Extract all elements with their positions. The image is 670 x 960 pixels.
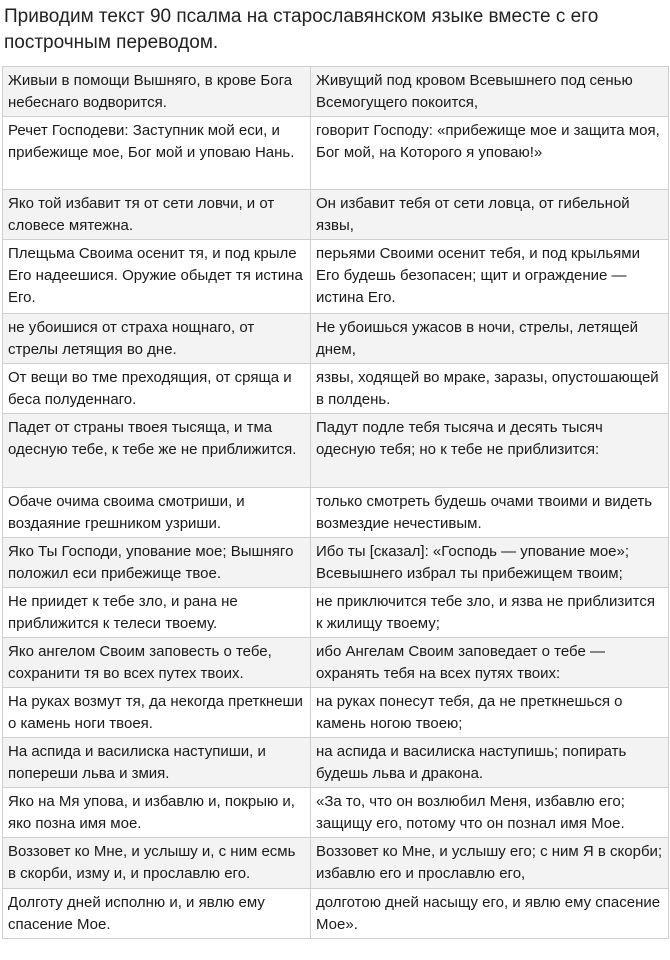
slavonic-cell: На аспида и василиска наступиши, и попереши льва и змия. — [3, 738, 311, 788]
russian-cell: Не убоишься ужасов в ночи, стрелы, летящей днем, — [311, 314, 669, 364]
slavonic-cell: На руках возмут тя, да некогда преткнеши о камень ноги твоея. — [3, 688, 311, 738]
russian-cell: Он избавит тебя от сети ловца, от гибельной язвы, — [311, 190, 669, 240]
russian-cell: только смотреть будешь очами твоими и видеть возмездие нечестивым. — [311, 488, 669, 538]
table-row — [3, 588, 669, 638]
slavonic-cell: Обаче очима своима смотриши, и воздаяние грешником узриши. — [3, 488, 311, 538]
russian-cell: язвы, ходящей во мраке, заразы, опустошающей в полдень. — [311, 364, 669, 414]
slavonic-cell: Плещьма Своима осенит тя, и под крыле Его надеешися. Оружие обыдет тя истина Его. — [3, 240, 311, 314]
slavonic-cell: Яко ангелом Своим заповесть о тебе, сохранити тя во всех путех твоих. — [3, 638, 311, 688]
russian-cell: Ибо ты [сказал]: «Господь — упование мое»; Всевышнего избрал ты прибежищем твоим; — [311, 538, 669, 588]
table-row — [3, 314, 669, 364]
table-body — [3, 67, 669, 939]
russian-cell: ибо Ангелам Своим заповедает о тебе — охранять тебя на всех путях твоих: — [311, 638, 669, 688]
slavonic-cell: Воззовет ко Мне, и услышу и, с ним есмь в скорби, изму и, и прославлю его. — [3, 838, 311, 889]
slavonic-cell: Яко Ты Господи, упование мое; Вышняго положил еси прибежище твое. — [3, 538, 311, 588]
psalm-translation-table — [2, 66, 669, 939]
table-row — [3, 488, 669, 538]
slavonic-cell: От вещи во тме преходящия, от сряща и беса полуденнаго. — [3, 364, 311, 414]
table-row — [3, 414, 669, 488]
russian-cell: на руках понесут тебя, да не преткнешься о камень ногою твоею; — [311, 688, 669, 738]
slavonic-cell: Падет от страны твоея тысяща, и тма одесную тебе, к тебе же не приближится. — [3, 414, 311, 488]
table-row — [3, 889, 669, 939]
russian-cell: Живущий под кровом Всевышнего под сенью Всемогущего покоится, — [311, 67, 669, 117]
table-row — [3, 738, 669, 788]
table-row — [3, 364, 669, 414]
russian-cell: на аспида и василиска наступишь; попирать будешь льва и дракона. — [311, 738, 669, 788]
russian-cell: «За то, что он возлюбил Меня, избавлю его; защищу его, потому что он познал имя Мое. — [311, 788, 669, 838]
russian-cell: не приключится тебе зло, и язва не приблизится к жилищу твоему; — [311, 588, 669, 638]
slavonic-cell: Яко той избавит тя от сети ловчи, и от словесе мятежна. — [3, 190, 311, 240]
table-row — [3, 240, 669, 314]
slavonic-cell: не убоишися от страха нощнаго, от стрелы летящия во дне. — [3, 314, 311, 364]
slavonic-cell: Не приидет к тебе зло, и рана не приближится к телеси твоему. — [3, 588, 311, 638]
slavonic-cell: Долготу дней исполню и, и явлю ему спасение Мое. — [3, 889, 311, 939]
table-row — [3, 788, 669, 838]
table-row — [3, 190, 669, 240]
russian-cell: Падут подле тебя тысяча и десять тысяч одесную тебя; но к тебе не приблизится: — [311, 414, 669, 488]
slavonic-cell: Яко на Мя упова, и избавлю и, покрыю и, яко позна имя мое. — [3, 788, 311, 838]
russian-cell: Воззовет ко Мне, и услышу его; с ним Я в скорби; избавлю его и прославлю его, — [311, 838, 669, 889]
slavonic-cell: Речет Господеви: Заступник мой еси, и прибежище мое, Бог мой и уповаю Нань. — [3, 117, 311, 190]
table-row — [3, 538, 669, 588]
russian-cell: долготою дней насыщу его, и явлю ему спасение Мое». — [311, 889, 669, 939]
slavonic-cell: Живыи в помощи Вышняго, в крове Бога небеснаго водворится. — [3, 67, 311, 117]
table-row — [3, 638, 669, 688]
table-row — [3, 688, 669, 738]
russian-cell: перьями Своими осенит тебя, и под крыльями Его будешь безопасен; щит и ограждение — истина Его. — [311, 240, 669, 314]
russian-cell: говорит Господу: «прибежище мое и защита моя, Бог мой, на Которого я уповаю!» — [311, 117, 669, 190]
intro-text: Приводим текст 90 псалма на старославянском языке вместе с его построчным переводом. — [4, 6, 599, 53]
table-row — [3, 838, 669, 889]
table-row — [3, 117, 669, 190]
table-row — [3, 67, 669, 117]
